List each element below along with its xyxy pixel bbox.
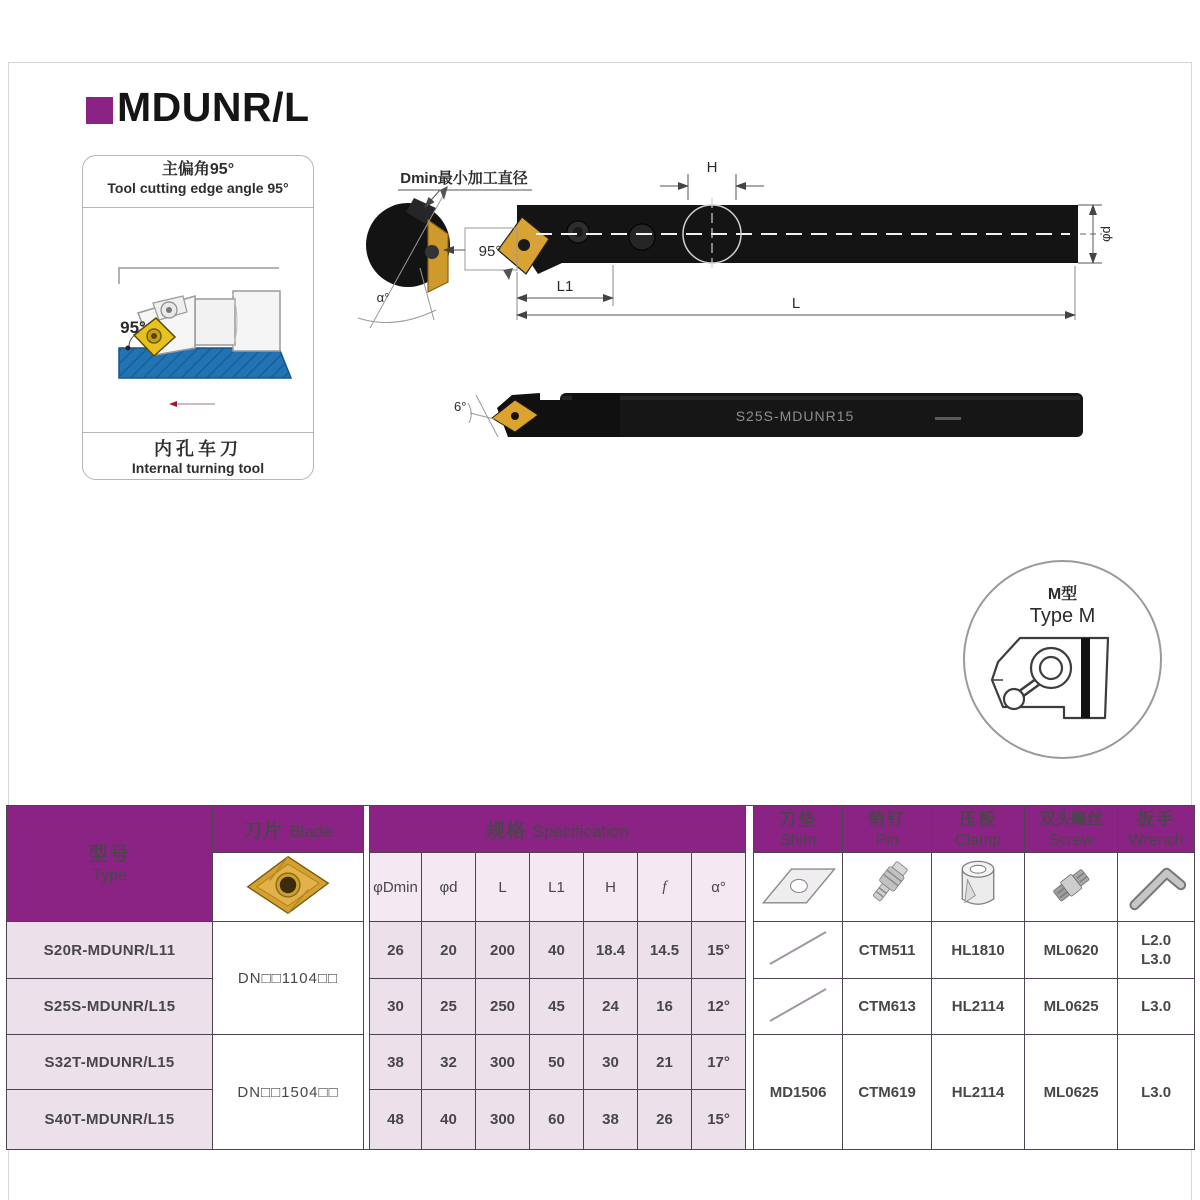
header-blade-en: Blade <box>289 821 333 841</box>
dmin-cell: 30 <box>370 979 422 1035</box>
screw-cell: ML0625 <box>1025 979 1118 1035</box>
f-cell: 21 <box>638 1035 692 1090</box>
dmin-label: Dmin最小加工直径 <box>400 170 528 187</box>
page-title: MDUNR/L <box>117 84 310 130</box>
header-type-cn: 型号 <box>88 843 131 865</box>
dmin-cell: 26 <box>370 922 422 979</box>
dim-h-label: H <box>706 160 718 176</box>
l-cell: 300 <box>476 1035 530 1090</box>
blade-insert-cell <box>213 853 364 922</box>
page-title-row <box>86 84 310 131</box>
header-blade <box>213 806 364 853</box>
l-cell: 300 <box>476 1090 530 1150</box>
subheader-alpha: α° <box>692 853 746 922</box>
header-pin-cn: 销钉 <box>868 810 907 829</box>
header-spec-en: Specification <box>532 821 629 841</box>
alpha-label: α° <box>376 290 390 305</box>
cutting-angle-panel <box>82 155 314 480</box>
alpha-cell: 17° <box>692 1035 746 1090</box>
table-gap-right <box>746 806 754 1150</box>
header-pin <box>843 806 932 853</box>
shim-none-slash <box>762 984 834 1026</box>
alpha-cell: 15° <box>692 1090 746 1150</box>
dmin-cell: 38 <box>370 1035 422 1090</box>
header-wrench <box>1118 806 1195 853</box>
dim-l-label: L <box>791 295 801 312</box>
screw-cell: ML0625 <box>1025 1035 1118 1150</box>
header-wrench-cn: 扳手 <box>1137 810 1176 829</box>
header-spec-cn: 规格 <box>486 820 527 842</box>
screw-icon-cell <box>1025 853 1118 922</box>
angle-95-label: 95° <box>120 318 146 337</box>
header-pin-en: Pin <box>875 832 899 849</box>
subheader-d: φd <box>422 853 476 922</box>
subheader-f: f <box>638 853 692 922</box>
table-row <box>7 922 1195 979</box>
wrench-cell <box>1118 922 1195 979</box>
shim-cell: MD1506 <box>754 1035 843 1150</box>
type-m-badge <box>963 560 1162 759</box>
header-shim-en: Shim <box>779 832 817 849</box>
header-type <box>7 806 213 922</box>
shim-none-slash <box>762 927 834 969</box>
dim-l1-label: L1 <box>556 278 574 295</box>
d-cell: 32 <box>422 1035 476 1090</box>
shim-icon-cell <box>754 853 843 922</box>
h-cell: 24 <box>584 979 638 1035</box>
header-screw-cn: 双头螺丝 <box>1039 811 1104 828</box>
subheader-dmin: φDmin <box>370 853 422 922</box>
subheader-L1: L1 <box>530 853 584 922</box>
shim-none-cell <box>754 979 843 1035</box>
header-wrench-en: Wrench <box>1128 832 1184 849</box>
wrench-icon <box>1118 857 1196 913</box>
f-cell: 26 <box>638 1090 692 1150</box>
blade-cell: DN□□1504□□ <box>213 1035 364 1150</box>
d-cell: 20 <box>422 922 476 979</box>
table-row <box>7 979 1195 1035</box>
h-cell: 38 <box>584 1090 638 1150</box>
panel-diagram <box>83 208 313 432</box>
type-m-cn: M型 <box>1047 586 1078 603</box>
shim-none-cell <box>754 922 843 979</box>
dim-d-label: φd <box>1098 226 1113 242</box>
type-cell: S32T-MDUNR/L15 <box>7 1035 213 1090</box>
specification-table <box>6 805 1195 1150</box>
workpiece <box>119 348 291 378</box>
screw-icon <box>1027 857 1115 913</box>
clamp-icon <box>934 857 1022 913</box>
header-shim <box>754 806 843 853</box>
pin-icon <box>843 857 931 913</box>
header-shim-cn: 刀垫 <box>779 810 818 829</box>
pin-cell: CTM511 <box>843 922 932 979</box>
red-arrow-marker <box>169 401 177 407</box>
alpha-cell: 12° <box>692 979 746 1035</box>
tool-rendering <box>440 383 1100 445</box>
angle-95-dim-label: 95° <box>478 243 502 260</box>
pin-icon-cell <box>843 853 932 922</box>
h-cell: 30 <box>584 1035 638 1090</box>
clamp-black-bar <box>1081 638 1090 718</box>
type-m-clamp-drawing <box>988 630 1138 725</box>
panel-title-en: Tool cutting edge angle 95° <box>107 180 289 196</box>
subheader-H: H <box>584 853 638 922</box>
wrench-cell: L3.0 <box>1118 1035 1195 1150</box>
panel-caption-cn: 内孔车刀 <box>154 439 242 459</box>
rake-angle-label: 6° <box>454 399 467 414</box>
type-cell: S20R-MDUNR/L11 <box>7 922 213 979</box>
panel-footer <box>83 432 313 477</box>
h-cell: 18.4 <box>584 922 638 979</box>
wrench-icon-cell <box>1118 853 1195 922</box>
dimension-drawing <box>340 160 1130 335</box>
pin-cell: CTM619 <box>843 1035 932 1150</box>
type-cell: S25S-MDUNR/L15 <box>7 979 213 1035</box>
dmin-cell: 48 <box>370 1090 422 1150</box>
panel-title-cn: 主偏角95° <box>161 161 235 178</box>
shim-icon <box>754 860 842 910</box>
l1-cell: 45 <box>530 979 584 1035</box>
header-specification <box>370 806 746 853</box>
internal-turning-diagram <box>83 208 313 432</box>
clamp-icon-cell <box>932 853 1025 922</box>
header-clamp <box>932 806 1025 853</box>
header-screw-en: Screw <box>1048 832 1094 849</box>
f-cell: 14.5 <box>638 922 692 979</box>
tool-marking-text: S25S-MDUNR15 <box>735 408 855 424</box>
panel-caption-en: Internal turning tool <box>131 460 265 476</box>
type-cell: S40T-MDUNR/L15 <box>7 1090 213 1150</box>
l1-cell: 40 <box>530 922 584 979</box>
d-cell: 40 <box>422 1090 476 1150</box>
blade-insert-icon <box>238 853 338 917</box>
f-cell: 16 <box>638 979 692 1035</box>
clamp-cell: HL2114 <box>932 979 1025 1035</box>
wrench-cell: L3.0 <box>1118 979 1195 1035</box>
pin-cell: CTM613 <box>843 979 932 1035</box>
header-blade-cn: 刀片 <box>243 820 284 842</box>
clamp-cell: HL2114 <box>932 1035 1025 1150</box>
l1-cell: 60 <box>530 1090 584 1150</box>
subheader-L: L <box>476 853 530 922</box>
header-clamp-cn: 压板 <box>959 810 998 829</box>
header-clamp-en: Clamp <box>954 832 1002 849</box>
alpha-cell: 15° <box>692 922 746 979</box>
l-cell: 200 <box>476 922 530 979</box>
screw-cell: ML0620 <box>1025 922 1118 979</box>
boring-bar-side-view <box>517 205 1078 274</box>
l1-cell: 50 <box>530 1035 584 1090</box>
header-type-en: Type <box>92 866 127 884</box>
blade-cell: DN□□1104□□ <box>213 922 364 1035</box>
clamp-cell: HL1810 <box>932 922 1025 979</box>
type-m-en: Type M <box>1029 605 1096 627</box>
header-screw <box>1025 806 1118 853</box>
table-row <box>7 1035 1195 1090</box>
d-cell: 25 <box>422 979 476 1035</box>
wrench-size-1: L2.0 <box>1141 932 1172 949</box>
wrench-size-2: L3.0 <box>1141 951 1172 968</box>
l-cell: 250 <box>476 979 530 1035</box>
panel-header <box>83 156 313 208</box>
title-bullet-square <box>86 97 113 124</box>
